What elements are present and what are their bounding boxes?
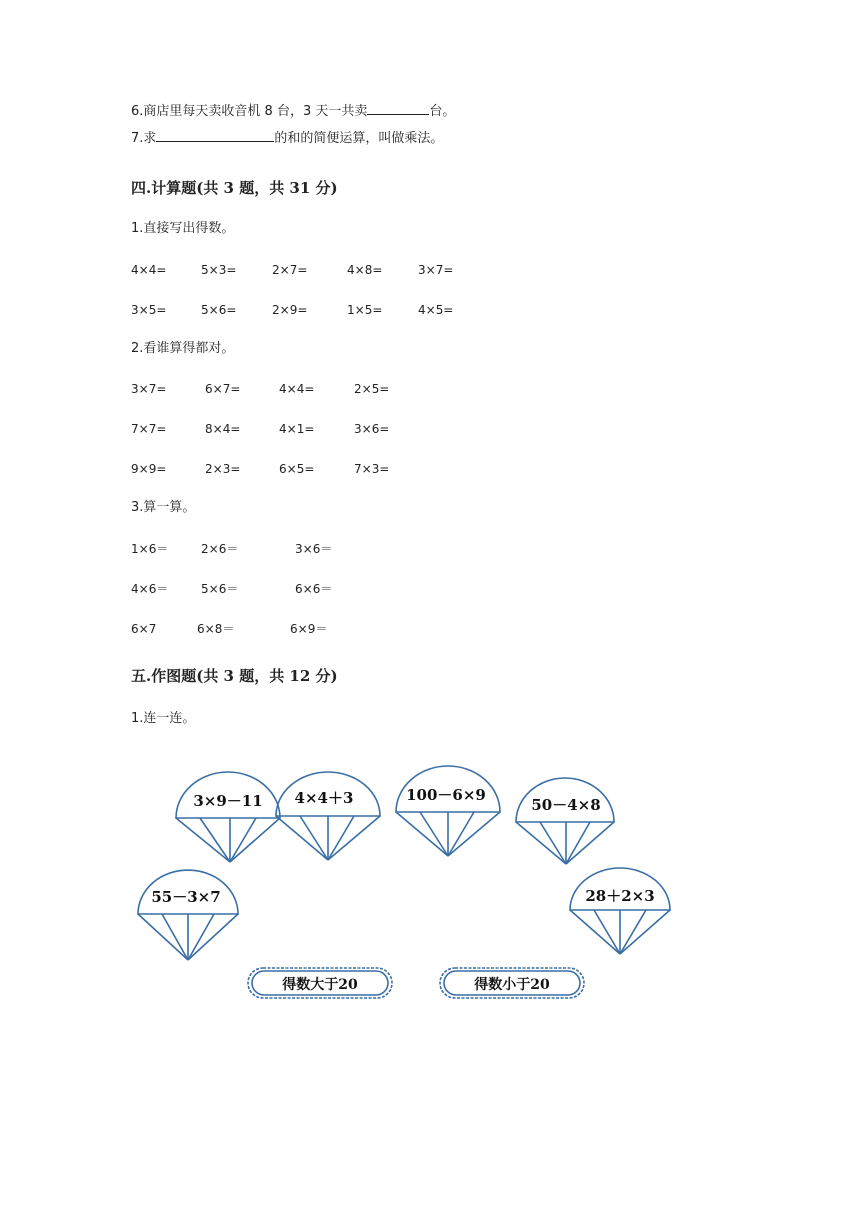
section-5-q1-prompt: 1.连一连。	[131, 711, 196, 726]
math-item: 6×9＝	[290, 622, 328, 636]
question-6-text: 6.商店里每天卖收音机 8 台，3 天一共卖	[131, 104, 368, 119]
math-item: 6×7	[131, 622, 157, 636]
math-item: 6×6＝	[295, 582, 333, 596]
math-item: 4×4=	[131, 263, 167, 277]
math-item: 5×3=	[201, 263, 237, 277]
math-item: 1×5=	[347, 303, 383, 317]
section-4-title: 四.计算题(共 3 题，共 31 分)	[131, 179, 338, 197]
question-6-suffix: 台。	[429, 104, 456, 119]
parachute-expression: 55－3×7	[151, 888, 221, 906]
target-label-less[interactable]	[440, 968, 584, 998]
parachute-expression: 50－4×8	[531, 796, 601, 814]
target-label-text: 得数大于20	[282, 977, 358, 993]
math-item: 3×5=	[131, 303, 167, 317]
target-label-greater[interactable]	[248, 968, 392, 998]
math-item: 1×6＝	[131, 542, 169, 556]
parachute-expression: 100－6×9	[406, 786, 486, 804]
question-7-text: 7.求	[131, 131, 157, 146]
math-item: 7×7=	[131, 422, 167, 436]
section-4-q3-prompt: 3.算一算。	[131, 500, 196, 515]
math-item: 5×6=	[201, 303, 237, 317]
parachute[interactable]	[570, 868, 670, 954]
math-item: 4×1=	[279, 422, 315, 436]
math-item: 4×5=	[418, 303, 454, 317]
parachute[interactable]	[396, 766, 500, 856]
math-item: 2×9=	[272, 303, 308, 317]
math-item: 6×5=	[279, 462, 315, 476]
math-item: 2×6＝	[201, 542, 239, 556]
math-item: 6×7=	[205, 382, 241, 396]
math-item: 2×3=	[205, 462, 241, 476]
parachute[interactable]	[516, 778, 614, 864]
parachute-expression: 28＋2×3	[585, 887, 655, 905]
section-5-title: 五.作图题(共 3 题，共 12 分)	[131, 667, 338, 685]
math-item: 3×6=	[354, 422, 390, 436]
math-item: 9×9=	[131, 462, 167, 476]
math-item: 6×8＝	[197, 622, 235, 636]
math-item: 8×4=	[205, 422, 241, 436]
math-item: 3×6＝	[295, 542, 333, 556]
parachute[interactable]	[276, 772, 380, 860]
math-item: 3×7=	[131, 382, 167, 396]
question-7-suffix: 的和的简便运算，叫做乘法。	[274, 131, 444, 146]
math-item: 2×5=	[354, 382, 390, 396]
math-item: 4×6＝	[131, 582, 169, 596]
parachute-expression: 4×4＋3	[294, 789, 354, 807]
math-item: 3×7=	[418, 263, 454, 277]
math-item: 7×3=	[354, 462, 390, 476]
parachute-expression: 3×9－11	[193, 792, 263, 810]
math-item: 4×4=	[279, 382, 315, 396]
math-item: 2×7=	[272, 263, 308, 277]
section-4-q1-prompt: 1.直接写出得数。	[131, 221, 235, 236]
section-4-q2-prompt: 2.看谁算得都对。	[131, 341, 235, 356]
math-item: 4×8=	[347, 263, 383, 277]
parachute[interactable]	[176, 772, 280, 862]
math-item: 5×6＝	[201, 582, 239, 596]
target-label-text: 得数小于20	[474, 977, 550, 993]
parachute[interactable]	[138, 870, 238, 960]
